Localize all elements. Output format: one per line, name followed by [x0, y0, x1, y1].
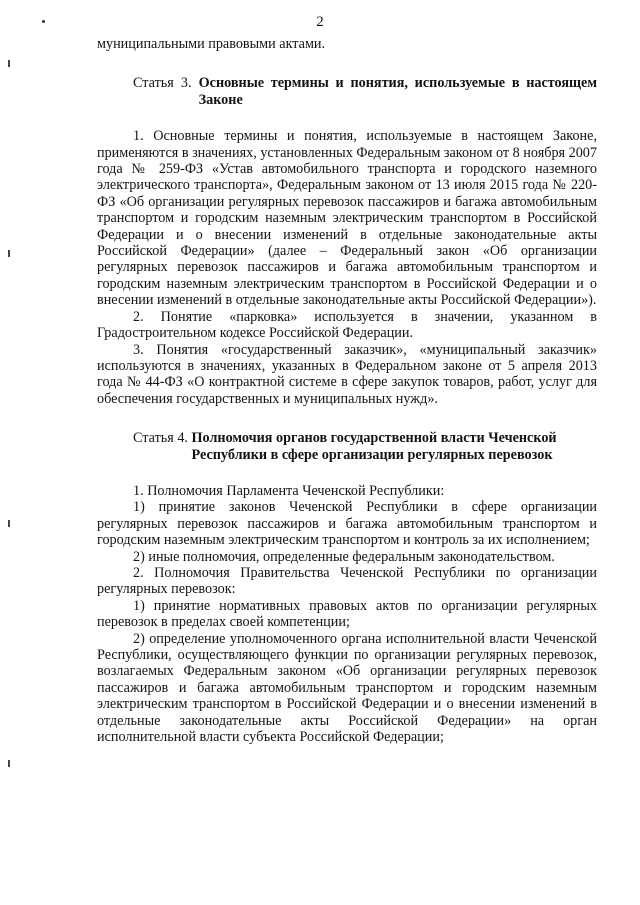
article-3-title: Основные термины и понятия, используемые в настоящем Законе [198, 75, 597, 108]
article-4-paragraph: 1) принятие законов Чеченской Республики в сфере организации регулярных перевозок пассажиров и багажа автомобильным транспортом и городским наземным электрическим транспортом и контроль за их исполнением; [97, 499, 597, 549]
article-4-paragraph: 2) определение уполномоченного органа исполнительной власти Чеченской Республики, осуществляющего функции по организации регулярных перевозок, возлагаемых Федеральным законом «Об организации регулярных перевозок пассажиров и багажа автомобильным транспортом и городским наземным электрическим транспортом в Российской Федерации и о внесении изменений в отдельные законодательные акты Российской Федерации» на орган исполнительной власти субъекта Российской Федерации; [97, 630, 597, 746]
scan-edge-mark [8, 520, 10, 527]
document-body [97, 36, 597, 745]
page-number: 2 [316, 14, 324, 30]
article-3-paragraph: 2. Понятие «парковка» используется в значении, указанном в Градостроительном кодексе Российской Федерации. [97, 308, 597, 342]
scan-edge-mark [8, 760, 10, 767]
continuation-line: муниципальными правовыми актами. [97, 36, 326, 52]
article-4-label: Статья 4. [133, 430, 192, 447]
article-4-title: Полномочия органов государственной власти Чеченской Республики в сфере организации регулярных перевозок [191, 430, 557, 463]
article-4-paragraph: 1. Полномочия Парламента Чеченской Республики: [133, 482, 445, 499]
article-4-heading [97, 430, 597, 463]
article-4-paragraph: 2) иные полномочия, определенные федеральным законодательством. [133, 548, 555, 565]
article-3-label: Статья 3. [133, 75, 199, 92]
scan-edge-mark [8, 250, 10, 257]
article-3-paragraph: 3. Понятия «государственный заказчик», «муниципальный заказчик» используются в значениях, указанных в Федеральном законе от 5 апреля 2013 года № 44-ФЗ «О контрактной системе в сфере закупок товаров, работ, услуг для обеспечения государственных и муниципальных нужд». [97, 341, 597, 407]
article-4-paragraph: 2. Полномочия Правительства Чеченской Республики по организации регулярных перевозок: [97, 564, 597, 598]
article-3-paragraph: 1. Основные термины и понятия, используемые в настоящем Законе, применяются в значениях, установленных Федеральным законом от 8 ноября 2007 года № 259-ФЗ «Устав автомобильного транспорта и городского наземного электрического транспорта», Федеральным законом от 13 июля 2015 года № 220-ФЗ «Об организации регулярных перевозок пассажиров и багажа автомобильным транспортом и городским наземным электрическим транспортом в Российской Федерации и о внесении изменений в отдельные законодательные акты Российской Федерации» (далее – Федеральный закон «Об организации регулярных перевозок пассажиров и багажа автомобильным транспортом и городским наземным электрическим транспортом в Российской Федерации и о внесении изменений в отдельные законодательные акты Российской Федерации»). [97, 128, 597, 309]
scan-edge-mark [8, 60, 10, 67]
article-3-heading [97, 75, 597, 108]
article-4-paragraph: 1) принятие нормативных правовых актов по организации регулярных перевозок в пределах своей компетенции; [97, 597, 597, 631]
